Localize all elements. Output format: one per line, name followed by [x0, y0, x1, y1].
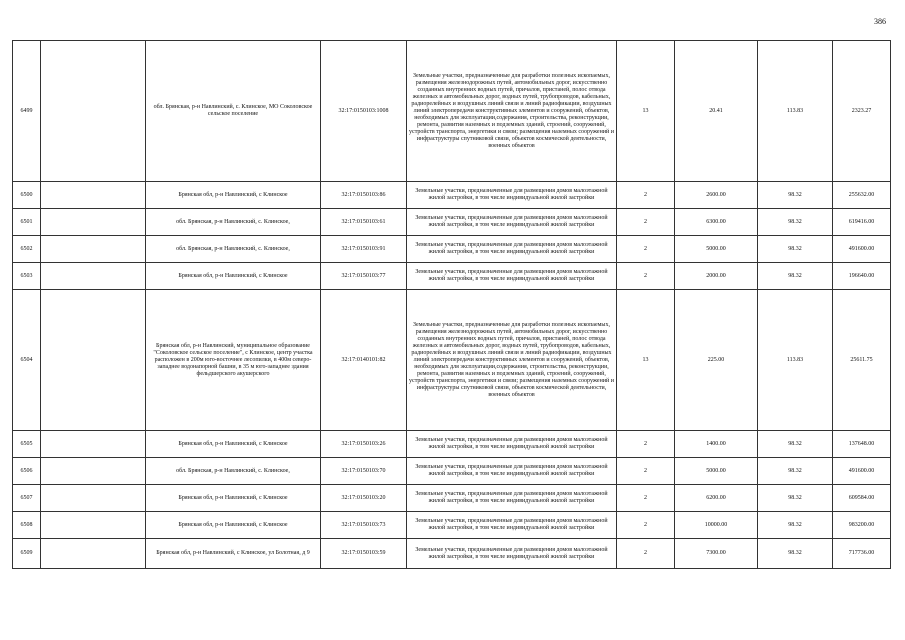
purpose-code-cell: 2: [617, 431, 675, 458]
blank-cell: [41, 512, 146, 539]
row-number-cell: 6508: [13, 512, 41, 539]
rate-cell: 113.83: [758, 290, 833, 431]
row-number-cell: 6504: [13, 290, 41, 431]
table-row: [13, 236, 891, 263]
area-cell: 7300.00: [675, 539, 758, 569]
land-purpose-cell: Земельные участки, предназначенные для размещения домов малоэтажной жилой застройки, в том числе индивидуальной жилой застройки: [407, 485, 617, 512]
cadastral-value-cell: 609584.00: [833, 485, 891, 512]
cadastral-number-cell: 32:17:0150103:61: [321, 209, 407, 236]
table-row: [13, 209, 891, 236]
cadastral-value-cell: 983200.00: [833, 512, 891, 539]
table-row: [13, 512, 891, 539]
cadastral-number-cell: 32:17:0150103:86: [321, 182, 407, 209]
land-purpose-cell: Земельные участки, предназначенные для размещения домов малоэтажной жилой застройки, в том числе индивидуальной жилой застройки: [407, 209, 617, 236]
cadastral-number-cell: 32:17:0150103:59: [321, 539, 407, 569]
area-cell: 6300.00: [675, 209, 758, 236]
blank-cell: [41, 41, 146, 182]
rate-cell: 98.32: [758, 458, 833, 485]
row-number-cell: 6502: [13, 236, 41, 263]
purpose-code-cell: 13: [617, 290, 675, 431]
land-purpose-cell: Земельные участки, предназначенные для размещения домов малоэтажной жилой застройки, в том числе индивидуальной жилой застройки: [407, 512, 617, 539]
address-cell: обл. Брянская, р-н Навлинский, с. Клинское,: [146, 209, 321, 236]
cadastral-value-cell: 255632.00: [833, 182, 891, 209]
area-cell: 5000.00: [675, 458, 758, 485]
purpose-code-cell: 2: [617, 263, 675, 290]
purpose-code-cell: 13: [617, 41, 675, 182]
area-cell: 2600.00: [675, 182, 758, 209]
table-row: [13, 485, 891, 512]
area-cell: 2000.00: [675, 263, 758, 290]
area-cell: 6200.00: [675, 485, 758, 512]
rate-cell: 98.32: [758, 512, 833, 539]
purpose-code-cell: 2: [617, 209, 675, 236]
table-row: [13, 41, 891, 182]
rate-cell: 113.83: [758, 41, 833, 182]
row-number-cell: 6501: [13, 209, 41, 236]
cadastral-value-cell: 717736.00: [833, 539, 891, 569]
row-number-cell: 6509: [13, 539, 41, 569]
rate-cell: 98.32: [758, 209, 833, 236]
area-cell: 225.00: [675, 290, 758, 431]
land-purpose-cell: Земельные участки, предназначенные для размещения домов малоэтажной жилой застройки, в том числе индивидуальной жилой застройки: [407, 431, 617, 458]
row-number-cell: 6499: [13, 41, 41, 182]
cadastral-number-cell: 32:17:0150103:1008: [321, 41, 407, 182]
purpose-code-cell: 2: [617, 485, 675, 512]
table-row: [13, 458, 891, 485]
blank-cell: [41, 485, 146, 512]
cadastral-number-cell: 32:17:0150103:77: [321, 263, 407, 290]
rate-cell: 98.32: [758, 182, 833, 209]
table-row: [13, 539, 891, 569]
cadastral-value-cell: 491600.00: [833, 236, 891, 263]
blank-cell: [41, 209, 146, 236]
cadastral-value-cell: 2323.27: [833, 41, 891, 182]
page-number: 386: [874, 17, 886, 26]
cadastral-value-cell: 137648.00: [833, 431, 891, 458]
area-cell: 20.41: [675, 41, 758, 182]
land-purpose-cell: Земельные участки, предназначенные для разработки полезных ископаемых, размещения железнодорожных путей, автомобильных дорог, искусственно созданных внутренних водных путей, причалов, пристаней, полос отвода железных и автомобильных дорог, водных путей, трубопроводов, кабельных, радиорелейных и воздушных линий связи и линий радиофикации, воздушных линий электропередачи конструктивных элементов и сооружений, объектов, необходимых для эксплуатации,содержания, строительства, реконструкции, ремонта, развития наземных и подземных зданий, строений, сооружений, устройств транспорта, энергетики и связи; размещения наземных сооружений и инфраструктуры спутниковой связи, объектов космической деятельности, военных объектов: [407, 290, 617, 431]
cadastral-number-cell: 32:17:0140101:82: [321, 290, 407, 431]
address-cell: Брянская обл, р-н Навлинский, с Клинское: [146, 485, 321, 512]
rate-cell: 98.32: [758, 263, 833, 290]
purpose-code-cell: 2: [617, 539, 675, 569]
land-purpose-cell: Земельные участки, предназначенные для размещения домов малоэтажной жилой застройки, в том числе индивидуальной жилой застройки: [407, 458, 617, 485]
land-purpose-cell: Земельные участки, предназначенные для размещения домов малоэтажной жилой застройки, в том числе индивидуальной жилой застройки: [407, 539, 617, 569]
purpose-code-cell: 2: [617, 458, 675, 485]
cadastral-number-cell: 32:17:0150103:20: [321, 485, 407, 512]
row-number-cell: 6500: [13, 182, 41, 209]
purpose-code-cell: 2: [617, 236, 675, 263]
land-registry-table: [12, 40, 891, 569]
address-cell: Брянская обл, р-н Навлинский, с Клинское: [146, 263, 321, 290]
cadastral-value-cell: 25611.75: [833, 290, 891, 431]
rate-cell: 98.32: [758, 485, 833, 512]
address-cell: Брянская обл, р-н Навлинский, с Клинское, ул Болотная, д 9: [146, 539, 321, 569]
land-purpose-cell: Земельные участки, предназначенные для размещения домов малоэтажной жилой застройки, в том числе индивидуальной жилой застройки: [407, 263, 617, 290]
cadastral-value-cell: 619416.00: [833, 209, 891, 236]
row-number-cell: 6507: [13, 485, 41, 512]
purpose-code-cell: 2: [617, 182, 675, 209]
cadastral-number-cell: 32:17:0150103:26: [321, 431, 407, 458]
table-row: [13, 290, 891, 431]
rate-cell: 98.32: [758, 539, 833, 569]
row-number-cell: 6506: [13, 458, 41, 485]
area-cell: 10000.00: [675, 512, 758, 539]
table-row: [13, 182, 891, 209]
blank-cell: [41, 182, 146, 209]
address-cell: обл. Брянская, р-н Навлинский, с. Клинское,: [146, 236, 321, 263]
address-cell: Брянская обл, р-н Навлинский, с Клинское: [146, 182, 321, 209]
address-cell: обл. Брянская, р-н Навлинский, с. Клинское, МО Соколовское сельское поселение: [146, 41, 321, 182]
blank-cell: [41, 431, 146, 458]
row-number-cell: 6503: [13, 263, 41, 290]
table-row: [13, 263, 891, 290]
blank-cell: [41, 236, 146, 263]
row-number-cell: 6505: [13, 431, 41, 458]
blank-cell: [41, 290, 146, 431]
rate-cell: 98.32: [758, 236, 833, 263]
land-purpose-cell: Земельные участки, предназначенные для разработки полезных ископаемых, размещения железнодорожных путей, автомобильных дорог, искусственно созданных внутренних водных путей, причалов, пристаней, полос отвода железных и автомобильных дорог, водных путей, трубопроводов, кабельных, радиорелейных и воздушных линий связи и линий радиофикации, воздушных линий электропередачи конструктивных элементов и сооружений, объектов, необходимых для эксплуатации,содержания, строительства, реконструкции, ремонта, развития наземных и подземных зданий, строений, сооружений, устройств транспорта, энергетики и связи; размещения наземных сооружений и инфраструктуры спутниковой связи, объектов космической деятельности, военных объектов: [407, 41, 617, 182]
land-purpose-cell: Земельные участки, предназначенные для размещения домов малоэтажной жилой застройки, в том числе индивидуальной жилой застройки: [407, 182, 617, 209]
blank-cell: [41, 539, 146, 569]
address-cell: Брянская обл, р-н Навлинский, с Клинское: [146, 512, 321, 539]
area-cell: 1400.00: [675, 431, 758, 458]
rate-cell: 98.32: [758, 431, 833, 458]
area-cell: 5000.00: [675, 236, 758, 263]
table-row: [13, 431, 891, 458]
blank-cell: [41, 263, 146, 290]
cadastral-value-cell: 491600.00: [833, 458, 891, 485]
address-cell: Брянская обл, р-н Навлинский, с Клинское: [146, 431, 321, 458]
purpose-code-cell: 2: [617, 512, 675, 539]
cadastral-number-cell: 32:17:0150103:70: [321, 458, 407, 485]
table-body: [13, 41, 891, 569]
address-cell: Брянская обл, р-н Навлинский, муниципальное образование "Соколовское сельское поселение", с Клинское, центр участка расположен в 200м юго-восточнее лесопилки, в 400м северо-западнее водонапорной башни, в 35 м юго-западнее здания фельдшерского акушерского: [146, 290, 321, 431]
blank-cell: [41, 458, 146, 485]
address-cell: обл. Брянская, р-н Навлинский, с. Клинское,: [146, 458, 321, 485]
cadastral-value-cell: 196640.00: [833, 263, 891, 290]
land-purpose-cell: Земельные участки, предназначенные для размещения домов малоэтажной жилой застройки, в том числе индивидуальной жилой застройки: [407, 236, 617, 263]
cadastral-number-cell: 32:17:0150103:91: [321, 236, 407, 263]
cadastral-number-cell: 32:17:0150103:73: [321, 512, 407, 539]
